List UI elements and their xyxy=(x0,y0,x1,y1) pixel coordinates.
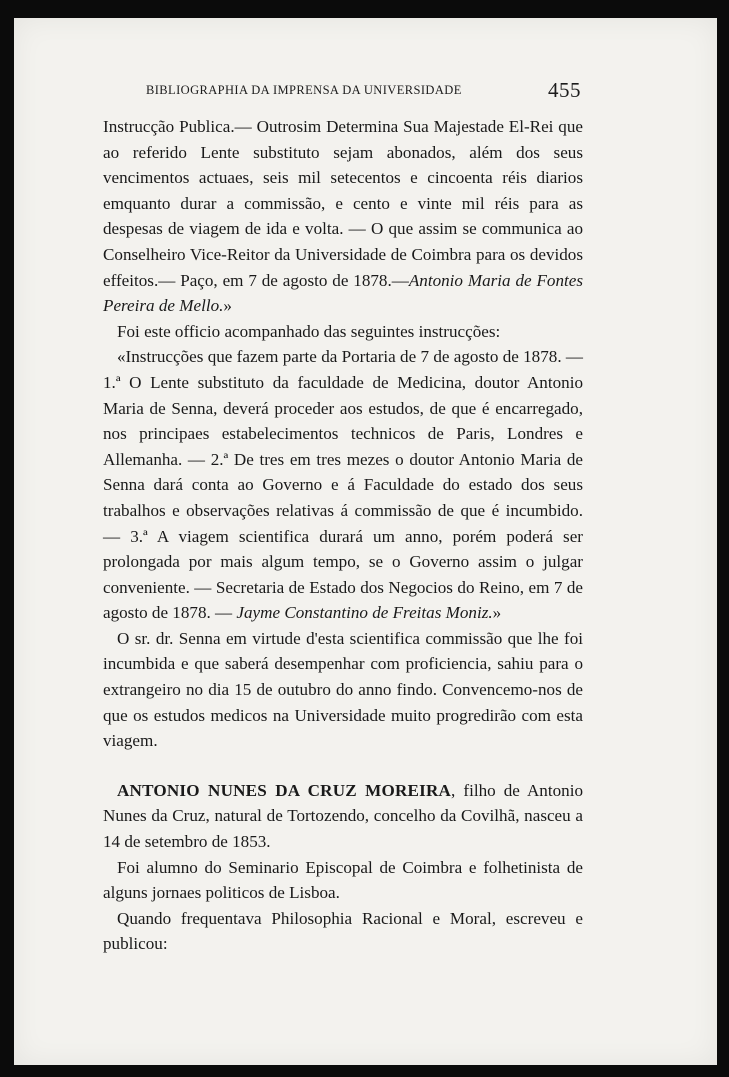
paragraph-seminario: Foi alumno do Seminario Episcopal de Coimbra e folhetinista de alguns jornaes politicos de Lisboa. xyxy=(103,857,583,903)
paragraph-moreira-entry: ANTONIO NUNES DA CRUZ MOREIRA, filho de Antonio Nunes da Cruz, natural de Tortozendo, concelho da Covilhã, nasceu a 14 de setembro de 1853. xyxy=(103,780,583,852)
page-header xyxy=(14,80,717,104)
signature-moniz: Jayme Constantino de Freitas Moniz. xyxy=(236,603,493,623)
paragraph-philosophia: Quando frequentava Philosophia Racional e Moral, escreveu e publicou: xyxy=(103,908,583,954)
paragraph-portaria-continued: Instrucção Publica.— Outrosim Determina Sua Majestade El-Rei que ao referido Lente substituto sejam abonados, além dos seus vencimentos actuaes, seis mil setecentos e cincoenta réis diarios emquanto durar a commissão, e cento e vinte mil réis para as despesas de viagem de ida e volta. — O que assim se communica ao Conselheiro Vice-Reitor da Universidade de Coimbra para os devidos effeitos.— Paço, em 7 de agosto de 1878.—Antonio Maria de Fontes Pereira de Mello.» xyxy=(103,117,583,316)
page-number: 455 xyxy=(548,78,581,102)
entry-name: ANTONIO NUNES DA CRUZ MOREIRA xyxy=(117,780,452,800)
signature-fontes: Antonio Maria de Fontes Pereira de Mello. xyxy=(103,270,583,316)
page-body xyxy=(103,114,583,957)
paragraph-senna-commission: O sr. dr. Senna em virtude d'esta scientifica commissão que lhe foi incumbida e que saberá desempenhar com proficiencia, sahiu para o extrangeiro no dia 15 de outubro do anno findo. Convencemo-nos de que os estudos medicos na Universidade muito progredirão com esta viagem. xyxy=(103,628,583,751)
running-title: BIBLIOGRAPHIA DA IMPRENSA DA UNIVERSIDADE xyxy=(146,83,462,97)
paragraph-instructions-intro: Foi este officio acompanhado das seguintes instrucções: xyxy=(117,321,501,341)
book-page xyxy=(14,18,717,1065)
paragraph-instructions: «Instrucções que fazem parte da Portaria de 7 de agosto de 1878. — 1.ª O Lente substituto da faculdade de Medicina, doutor Antonio Maria de Senna, deverá proceder aos estudos, de que é encarregado, nos principaes estabelecimentos technicos de Paris, Londres e Allemanha. — 2.ª De tres em tres mezes o doutor Antonio Maria de Senna dará conta ao Governo e á Faculdade do estado dos seus trabalhos e observações relativas á commissão de que é incumbido. — 3.ª A viagem scientifica durará um anno, porém poderá ser prolongada por mais algum tempo, se o Governo assim o julgar conveniente. — Secretaria de Estado dos Negocios do Reino, em 7 de agosto de 1878. — Jayme Constantino de Freitas Moniz.» xyxy=(103,347,583,623)
